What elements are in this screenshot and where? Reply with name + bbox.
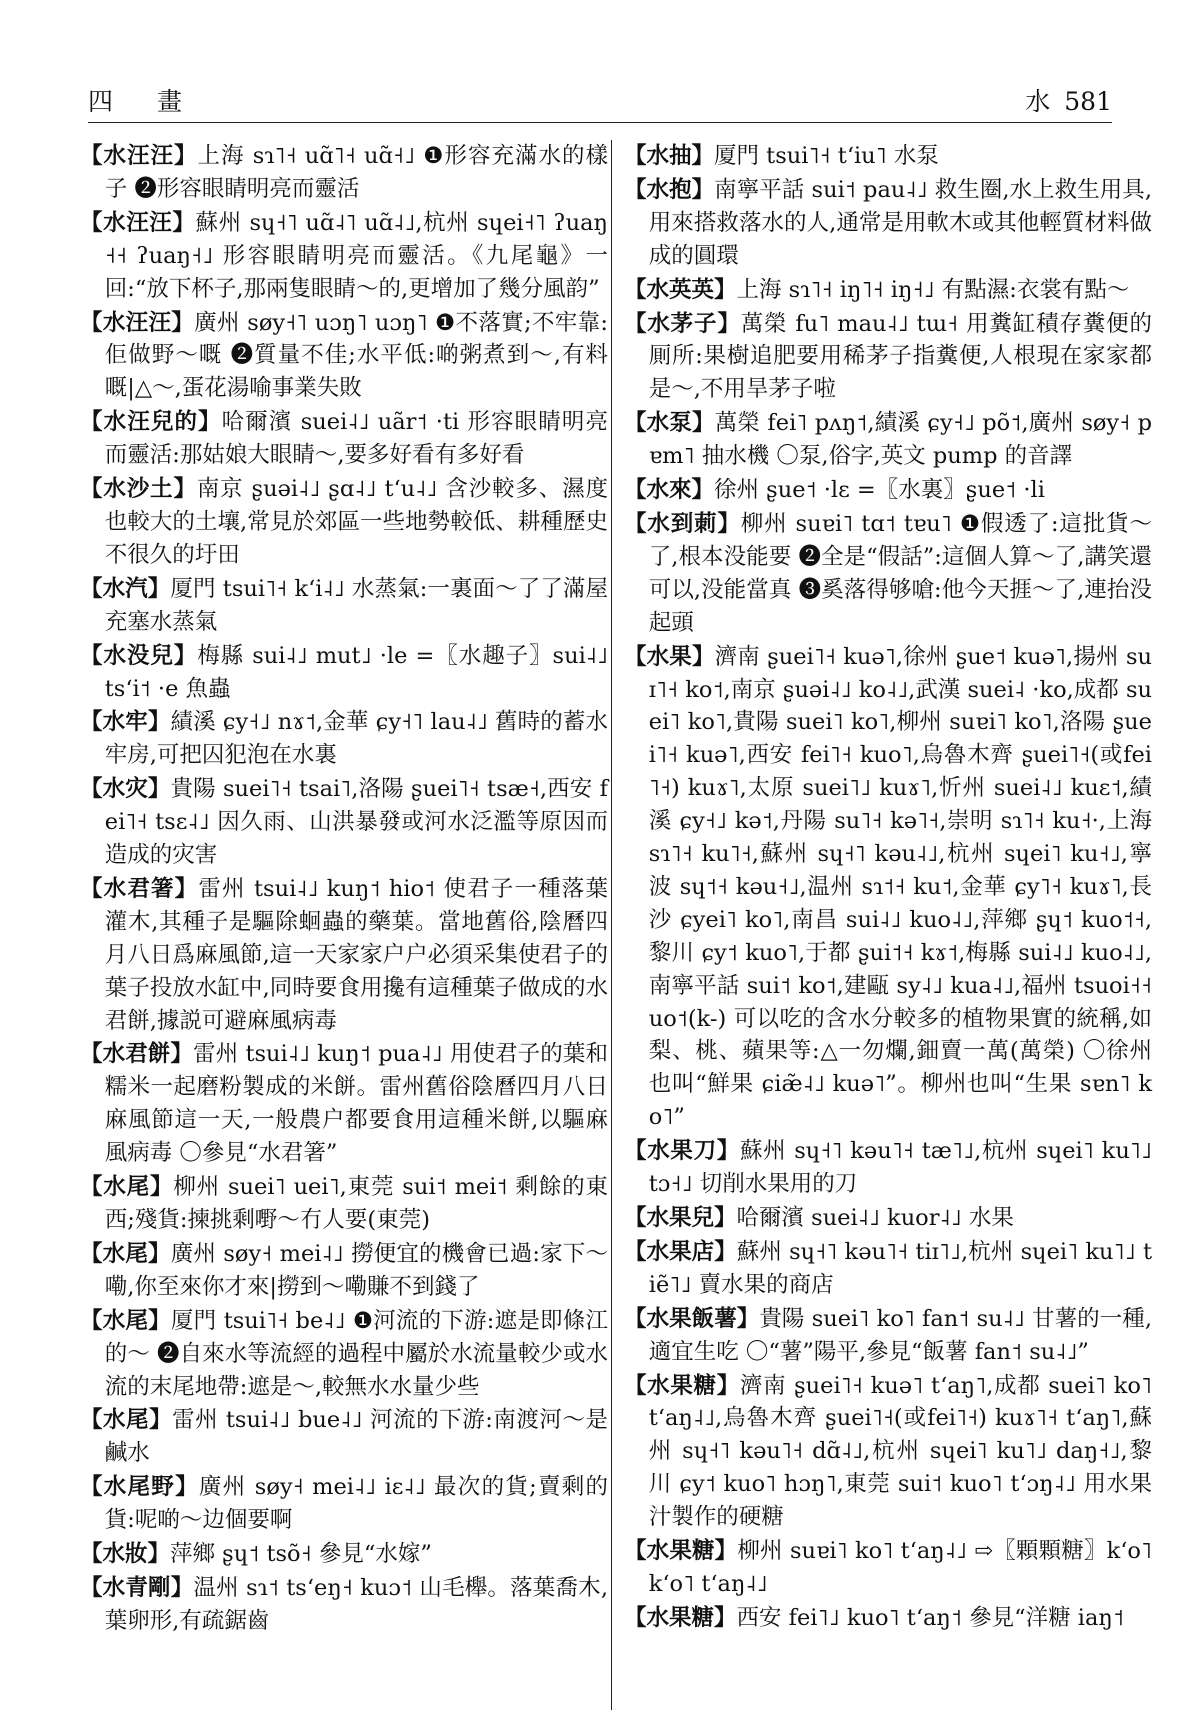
dictionary-entry — [624, 140, 1152, 173]
dictionary-entry — [80, 1572, 608, 1638]
entry-definition: 萬榮 fei˥ pʌŋ˦,績溪 ɕy˧˩ põ˦,廣州 søy˧ pɐm˥ 抽水機 〇泵,俗字,英文 pump 的音譯 — [648, 410, 1152, 470]
entry-definition: 蘇州 sɥ˧˥ kəu˥˧ tæ˥˩,杭州 sɥei˥ ku˥˩ tɔ˧˩ 切削水果用的刀 — [648, 1138, 1152, 1198]
entry-definition: 徐州 ʂue˦ ·lɛ =〖水裏〗ʂue˦ ·li — [714, 477, 1045, 504]
entry-headword: 【水抽】 — [624, 143, 715, 169]
dictionary-entry — [624, 174, 1152, 273]
headword-char: 水 — [1025, 87, 1051, 116]
entry-definition: 蘇州 sɥ˧˥ kəu˥˧ tiɪ˥˩,杭州 sɥei˥ ku˥˩ tiẽ˥˩ 賣水果的商店 — [648, 1238, 1152, 1298]
entry-headword: 【水汪兒的】 — [80, 409, 222, 436]
entry-definition: 西安 fei˥˩ kuo˥ tʻaŋ˦ 參見“洋糖 iaŋ˦ — [736, 1604, 1124, 1631]
entry-headword: 【水没兒】 — [80, 642, 198, 669]
dictionary-entry — [624, 1303, 1152, 1369]
entry-headword: 【水來】 — [624, 477, 715, 504]
dictionary-entry — [80, 706, 608, 772]
entry-headword: 【水青剛】 — [80, 1574, 194, 1601]
entry-headword: 【水尾】 — [80, 1174, 174, 1201]
entry-headword: 【水妝】 — [80, 1541, 171, 1568]
entry-headword: 【水果】 — [624, 643, 715, 670]
entry-headword: 【水汪汪】 — [80, 143, 198, 169]
entry-definition: 厦門 tsui˥˧ be˨˩ ❶河流的下游:遮是即條江的～ ❷自來水等流經的過程中屬於水流量較少或水流的末尾地帶:遮是～,較無水水量少些 — [104, 1307, 608, 1400]
entry-headword: 【水尾野】 — [80, 1474, 199, 1501]
entry-headword: 【水果飯薯】 — [624, 1305, 760, 1332]
entry-definition: 廣州 søy˧ mei˨˩ 撈便宜的機會已過:家下～嘞,你至來你才來|撈到～嘞賺不到錢了 — [104, 1240, 608, 1300]
entry-definition: 上海 sɿ˥˧ iŋ˥˧ iŋ˧˩ 有點濕:衣裳有點～ — [736, 276, 1130, 303]
page-number: 581 — [1064, 87, 1112, 116]
entry-headword: 【水尾】 — [80, 1407, 173, 1434]
entry-headword: 【水牢】 — [80, 709, 171, 736]
entry-headword: 【水尾】 — [80, 1307, 171, 1334]
entry-definition: 温州 sɿ˦ tsʻeŋ˧ kuɔ˦ 山毛櫸。落葉喬木,葉卵形,有疏鋸齒 — [104, 1574, 608, 1634]
dictionary-entry — [80, 1038, 608, 1170]
entry-definition: 萍鄉 ʂɥ˦ tsõ˧ 參見“水嫁” — [170, 1541, 432, 1568]
entry-definition: 貴陽 suei˥ ko˥ fan˦ su˨˩ 甘薯的一種,適宜生吃 〇“薯”陽平,參見“飯薯 fan˦ su˨˩” — [648, 1305, 1152, 1365]
entry-definition: 濟南 ʂuei˥˧ kuə˥ tʻaŋ˥,成都 suei˥ ko˥ tʻaŋ˨˩,烏魯木齊 ʂuei˥˧(或fei˥˧) kuɤ˥˧ tʻaŋ˥,蘇州 sɥ˧˥ kəu˥˧ dɑ̃˨˩,杭州 sɥei˥ ku˥˩ daŋ˧˩,黎川 ɕy˦ kuo˥ hɔŋ˥,東莞 sui˦ kuo˥ tʻɔŋ˨˩ 用水果汁製作的硬糖 — [648, 1372, 1152, 1531]
entry-definition: 上海 sɿ˥˧ uɑ̃˥˧ uɑ̃˧˩ ❶形容充滿水的樣子 ❷形容眼睛明亮而靈活 — [104, 143, 608, 202]
dictionary-entry — [80, 473, 608, 572]
entry-definition: 濟南 ʂuei˥˧ kuə˥,徐州 ʂue˦ kuə˥,揚州 suɪ˥˧ ko˦,南京 ʂuəi˨˩ ko˨˩,武漢 suei˨ ·ko,成都 suei˥ ko˥,貴陽 suei˥ ko˥,柳州 suɐi˥ ko˥,洛陽 ʂuei˥˧ kuə˥,西安 fei˥˧ kuo˥,烏魯木齊 ʂuei˥˧(或fei˥˧) kuɤ˥,太原 suei˥˩ kuɤ˥,忻州 suei˨˩ kuɛ˦,績溪 ɕy˧˩ kə˦,丹陽 su˥˧ kə˥˧,崇明 sɿ˥˧ ku˧·,上海 sɿ˥˧ ku˥˧,蘇州 sɥ˧˥ kəu˨˩,杭州 sɥei˥ ku˧˩,寧波 sɥ˦˧ kəu˧˩,温州 sɿ˦˧ ku˦,金華 ɕy˥˧ kuɤ˥,長沙 ɕyei˥ ko˥,南昌 sui˨˩ kuo˨˩,萍鄉 ʂɥ˦ kuo˦˧,黎川 ɕy˦ kuo˥,于都 ʂui˦˧ kɤ˦,梅縣 sui˨˩ kuo˨˩,南寧平話 sui˦ ko˦,建甌 sy˨˩ kua˨˩,福州 tsuoi˧˧ uo˦(k-) 可以吃的含水分較多的植物果實的統稱,如梨、桃、蘋果等:△一勿爛,鈿賣一萬(萬榮) 〇徐州也叫“鮮果 ɕiæ̃˨˩ kuə˥”。柳州也叫“生果 sɐn˥ ko˥” — [648, 643, 1152, 1131]
entry-definition: 厦門 tsui˥˧ tʻiu˥ 水泵 — [714, 143, 939, 169]
entry-definition: 雷州 tsui˨˩ kuŋ˦ hio˦ 使君子一種落葉灌木,其種子是驅除蛔蟲的藥葉。當地舊俗,陰曆四月八日爲麻風節,這一天家家户户必須采集使君子的葉子投放水缸中,同時要食用攙有這種葉子做成的水君餅,據説可避麻風病毒 — [104, 875, 608, 1034]
entry-headword: 【水灾】 — [80, 776, 171, 803]
entry-definition: 梅縣 sui˨˩ mut˩ ·le =〖水趣子〗sui˨˩ tsʻi˦ ·e 魚蟲 — [104, 642, 608, 702]
page-header — [88, 82, 1112, 120]
header-rule — [88, 122, 1112, 123]
entry-headword: 【水尾】 — [80, 1240, 171, 1267]
entry-headword: 【水泵】 — [624, 410, 715, 437]
dictionary-entry — [624, 641, 1152, 1135]
entry-definition: 南寧平話 sui˦ pau˨˩ 救生圈,水上救生用具,用來搭救落水的人,通常是用軟木或其他輕質材料做成的圓環 — [648, 176, 1152, 269]
entry-headword: 【水抱】 — [624, 176, 715, 203]
entry-definition: 廣州 søy˧˥ uɔŋ˥ uɔŋ˥ ❶不落實;不牢靠:佢做野～嘅 ❷質量不佳;水平低:啲粥煮到～,有料嘅|△～,蛋花湯喻事業失敗 — [104, 309, 608, 402]
entry-definition: 廣州 søy˧ mei˨˩ iɛ˨˩ 最次的貨;賣剩的貨:呢啲～边個要啊 — [104, 1474, 608, 1534]
entry-headword: 【水果刀】 — [624, 1138, 740, 1165]
dictionary-entry — [624, 308, 1152, 407]
entry-headword: 【水果兒】 — [624, 1205, 737, 1231]
dictionary-entry — [80, 573, 608, 639]
dictionary-entry — [624, 1202, 1152, 1235]
entry-headword: 【水茅子】 — [624, 310, 741, 337]
entry-headword: 【水英英】 — [624, 276, 737, 303]
entry-headword: 【水果店】 — [624, 1238, 737, 1265]
entry-headword: 【水汪汪】 — [80, 309, 195, 336]
dictionary-entry — [624, 1602, 1152, 1635]
entry-definition: 哈爾濱 suei˨˩ uãr˦ ·ti 形容眼睛明亮而靈活:那姑娘大眼睛～,要多好看有多好看 — [104, 409, 608, 469]
dictionary-entry — [80, 1238, 608, 1304]
dictionary-entry — [80, 1171, 608, 1237]
right-column — [624, 140, 1152, 1636]
entry-headword: 【水汽】 — [80, 575, 171, 602]
dictionary-entry — [80, 1538, 608, 1571]
dictionary-entry — [80, 773, 608, 872]
dictionary-entry — [624, 1535, 1152, 1601]
entry-definition: 厦門 tsui˥˧ kʻi˨˩ 水蒸氣:一裏面～了了滿屋充塞水蒸氣 — [104, 575, 608, 635]
dictionary-entry — [80, 873, 608, 1038]
entry-definition: 柳州 suɐi˥ tɑ˦ tɐu˥ ❶假透了:這批貨～了,根本没能要 ❷全是“假話”:這個人算～了,講笑還可以,没能當真 ❸奚落得够嗆:他今天捱～了,連抬没起頭 — [648, 510, 1152, 636]
dictionary-entry — [624, 474, 1152, 507]
dictionary-entry — [624, 1236, 1152, 1302]
dictionary-entry — [624, 1135, 1152, 1201]
dictionary-entry — [80, 307, 608, 406]
dictionary-entry — [80, 1471, 608, 1537]
entry-definition: 哈爾濱 suei˨˩ kuor˨˩ 水果 — [736, 1205, 1014, 1231]
section-title: 四 畫 — [88, 87, 200, 116]
entry-definition: 柳州 suei˥ uei˥,東莞 sui˦ mei˦ 剩餘的東西;殘貨:揀挑剩嘢～冇人要(東莞) — [104, 1174, 608, 1233]
dictionary-entry — [80, 1404, 608, 1470]
entry-definition: 績溪 ɕy˧˩ nɤ˦,金華 ɕy˧˥ lau˨˩ 舊時的蓄水牢房,可把囚犯泡在水裏 — [104, 709, 608, 769]
entry-definition: 萬榮 fu˥ mau˨˩ tɯ˧ 用糞缸積存糞便的厠所:果樹追肥要用稀茅子指糞便,人根現在家家都是～,不用旱茅子啦 — [648, 310, 1152, 403]
dictionary-entry — [80, 1305, 608, 1404]
dictionary-entry — [80, 207, 608, 306]
entry-definition: 蘇州 sɥ˧˥ uɑ̃˨˥ uɑ̃˨˩,杭州 sɥei˧˥ ʔuaŋ˧˧ ʔuaŋ˧˩ 形容眼睛明亮而靈活。《九尾龜》一回:“放下杯子,那兩隻眼睛～的,更增加了幾分風韵” — [104, 209, 608, 302]
left-column — [80, 140, 608, 1639]
entry-headword: 【水果糖】 — [624, 1372, 740, 1399]
column-divider — [611, 140, 612, 1710]
dictionary-entry — [624, 1370, 1152, 1535]
entry-definition: 柳州 suɐi˥ ko˥ tʻaŋ˨˩ ⇨〖顆顆糖〗kʻo˥ kʻo˥ tʻaŋ˨˩ — [648, 1538, 1152, 1597]
dictionary-entry — [80, 140, 608, 206]
dictionary-entry — [624, 407, 1152, 473]
entry-headword: 【水到莿】 — [624, 510, 741, 537]
entry-headword: 【水沙土】 — [80, 476, 197, 503]
entry-definition: 雷州 tsui˨˩ bue˨˩ 河流的下游:南渡河～是鹹水 — [104, 1407, 608, 1467]
entry-headword: 【水君餅】 — [80, 1041, 193, 1068]
entry-headword: 【水果糖】 — [624, 1538, 738, 1565]
entry-definition: 貴陽 suei˥˧ tsai˥,洛陽 ʂuei˥˧ tsæ˧,西安 fei˥˧ tsɛ˨˩ 因久雨、山洪暴發或河水泛濫等原因而造成的灾害 — [104, 776, 608, 869]
dictionary-entry — [624, 508, 1152, 640]
dictionary-entry — [624, 274, 1152, 307]
entry-definition: 雷州 tsui˨˩ kuŋ˦ pua˨˩ 用使君子的葉和糯米一起磨粉製成的米餅。雷州舊俗陰曆四月八日麻風節這一天,一般農户都要食用這種米餅,以驅麻風病毒 〇參見“水君箸” — [104, 1041, 608, 1167]
dictionary-entry — [80, 640, 608, 706]
dictionary-entry — [80, 406, 608, 472]
entry-definition: 南京 ʂuəi˨˩ ʂɑ˨˩ tʻu˨˩ 含沙較多、濕度也較大的土壤,常見於郊區一些地勢較低、耕種歷史不很久的圩田 — [104, 476, 608, 568]
entry-headword: 【水果糖】 — [624, 1604, 737, 1631]
entry-headword: 【水君箸】 — [80, 875, 199, 902]
entry-headword: 【水汪汪】 — [80, 209, 196, 236]
running-head — [1011, 82, 1112, 118]
